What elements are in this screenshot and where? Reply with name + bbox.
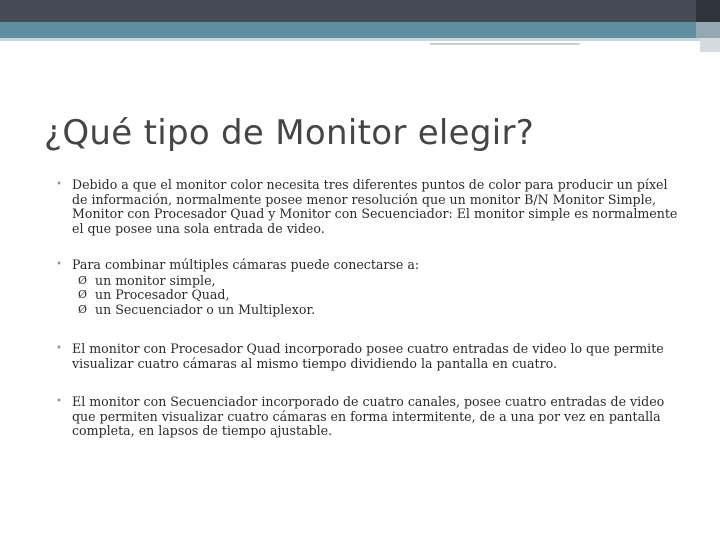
bullet-item (56, 395, 684, 439)
arrow-right-icon: Ø (78, 302, 88, 316)
header-bar-teal-end (696, 22, 720, 38)
header-strip-light (0, 38, 720, 41)
sub-list-item (78, 288, 684, 303)
bullet-item (56, 178, 684, 236)
header-bar-dark-end (696, 0, 720, 22)
sub-list-item (78, 303, 684, 318)
slide-title: ¿Qué tipo de Monitor elegir? (44, 113, 535, 153)
bullet-dot-icon: • (56, 179, 62, 190)
bullet-item (56, 258, 684, 273)
header-bar-teal (0, 22, 720, 38)
bullet-item (56, 342, 684, 371)
header-strip-right (700, 38, 720, 52)
bullet-dot-icon: • (56, 396, 62, 407)
bullet-text: Debido a que el monitor color necesita tres diferentes puntos de color para producir un píxel de información, normalmente posee menor resolución que un monitor B/N Monitor Simple, Monitor con Procesador Quad y Monitor con Secuenciador: El monitor simple es normalmente el que posee una sola entrada de video. (72, 177, 678, 236)
bullet-text: Para combinar múltiples cámaras puede conectarse a: (72, 257, 420, 272)
arrow-right-icon: Ø (78, 273, 88, 287)
bullet-dot-icon: • (56, 343, 62, 354)
sub-item-text: un Procesador Quad, (95, 287, 230, 302)
bullet-text: El monitor con Secuenciador incorporado de cuatro canales, posee cuatro entradas de video que permiten visualizar cuatro cámaras en forma intermitente, de a una por vez en pantalla completa, en lapsos de tiempo ajustable. (72, 394, 665, 438)
slide-content (56, 178, 684, 439)
sub-item-text: un monitor simple, (95, 272, 216, 288)
bullet-dot-icon: • (56, 259, 62, 270)
header-strip-thin (430, 43, 580, 45)
header-bar-dark (0, 0, 720, 22)
sub-list (56, 274, 684, 318)
bullet-text: El monitor con Procesador Quad incorporado posee cuatro entradas de video lo que permite visualizar cuatro cámaras al mismo tiempo dividiendo la pantalla en cuatro. (72, 341, 664, 371)
sub-list-item (78, 274, 684, 289)
arrow-right-icon: Ø (78, 288, 88, 301)
sub-item-text: un Secuenciador o un Multiplexor. (95, 301, 316, 317)
